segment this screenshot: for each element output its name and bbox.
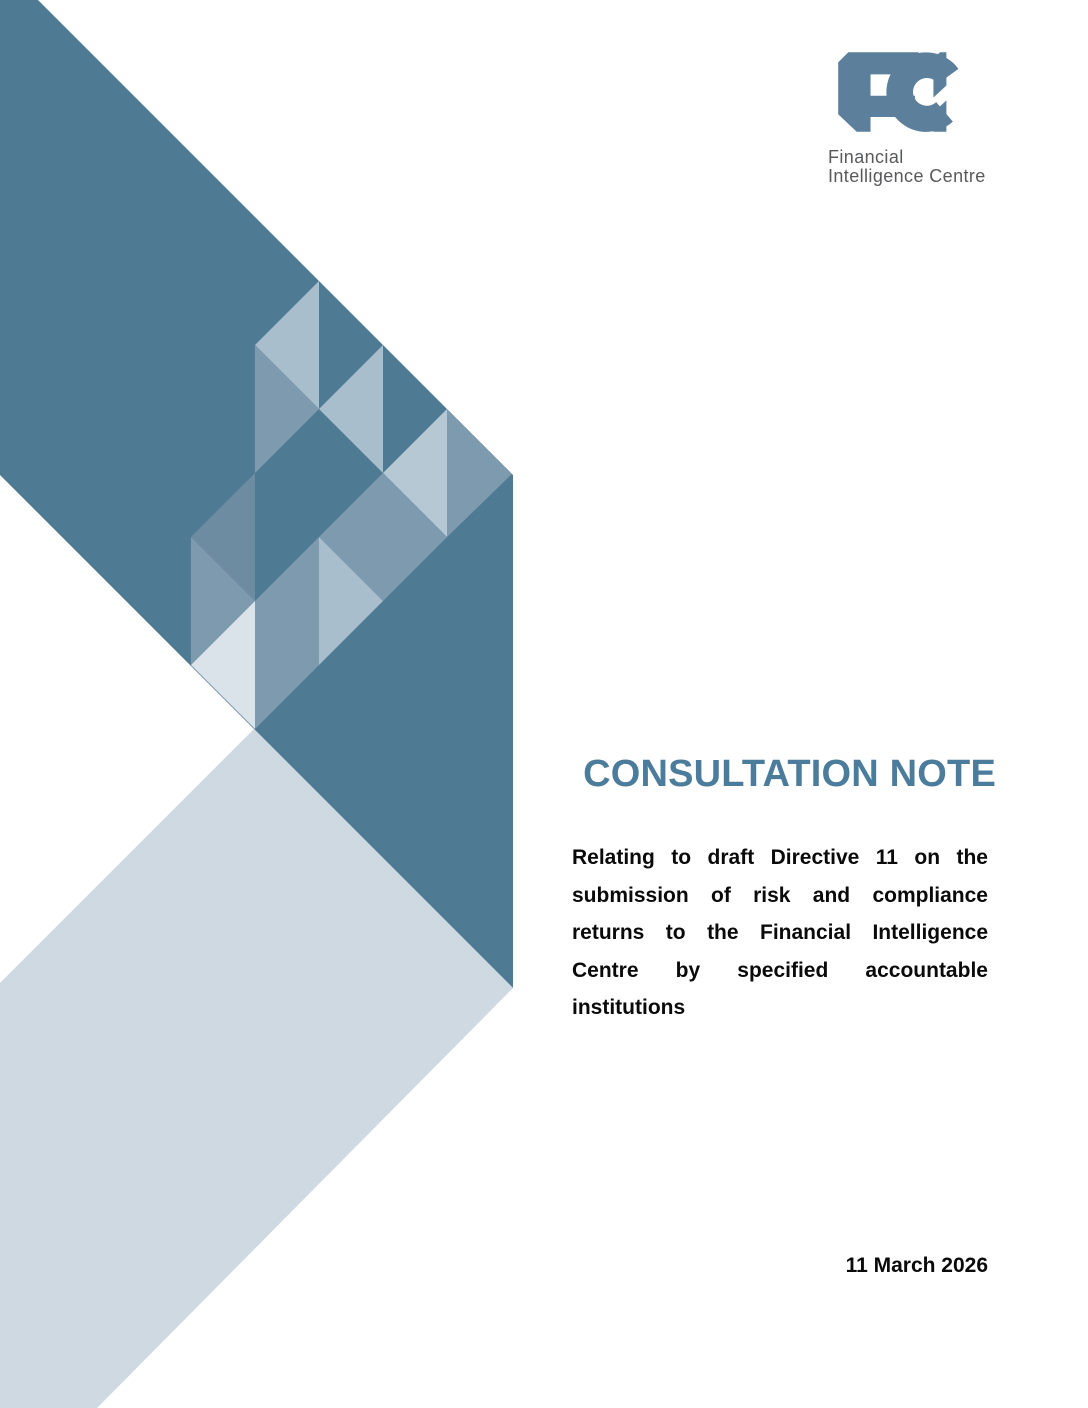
- subtitle-word: submission: [572, 883, 689, 907]
- subtitle-word: 11: [875, 846, 898, 869]
- subtitle-line: [572, 996, 988, 1034]
- subtitle-word: risk: [753, 883, 791, 907]
- subtitle-word: the: [956, 846, 988, 869]
- fic-logo-wordmark: [828, 148, 988, 186]
- subtitle-word: specified: [737, 958, 829, 982]
- subtitle-word: to: [665, 921, 686, 944]
- subtitle-word: Relating: [572, 846, 655, 869]
- subtitle-word: returns: [572, 921, 645, 944]
- logo-text-line2: Intelligence Centre: [828, 166, 986, 186]
- subtitle-word: institutions: [572, 996, 686, 1019]
- subtitle-line: [572, 846, 988, 884]
- subtitle-word: the: [707, 921, 739, 944]
- subtitle-word: Centre: [572, 958, 639, 982]
- subtitle-word: Intelligence: [872, 921, 988, 944]
- subtitle-word: Financial: [760, 921, 852, 944]
- subtitle-word: of: [711, 883, 731, 907]
- subtitle-line: [572, 884, 988, 922]
- logo-text-line1: Financial: [828, 147, 904, 167]
- subtitle-word: accountable: [865, 958, 988, 982]
- subtitle-line: [572, 921, 988, 959]
- subtitle-word: by: [675, 958, 701, 982]
- subtitle-word: draft: [707, 846, 755, 869]
- fic-logo: [828, 50, 988, 186]
- subtitle-word: Directive: [770, 846, 860, 869]
- subtitle-word: to: [671, 846, 692, 869]
- subtitle-word: on: [914, 846, 941, 869]
- subtitle-word: compliance: [872, 883, 988, 907]
- date-text: 11 March 2026: [845, 1254, 988, 1277]
- page-title: CONSULTATION NOTE: [583, 753, 996, 795]
- subtitle-paragraph: [572, 846, 988, 1034]
- subtitle-line: [572, 959, 988, 997]
- fic-logo-mark-icon: [828, 50, 976, 134]
- subtitle-word: and: [812, 883, 851, 907]
